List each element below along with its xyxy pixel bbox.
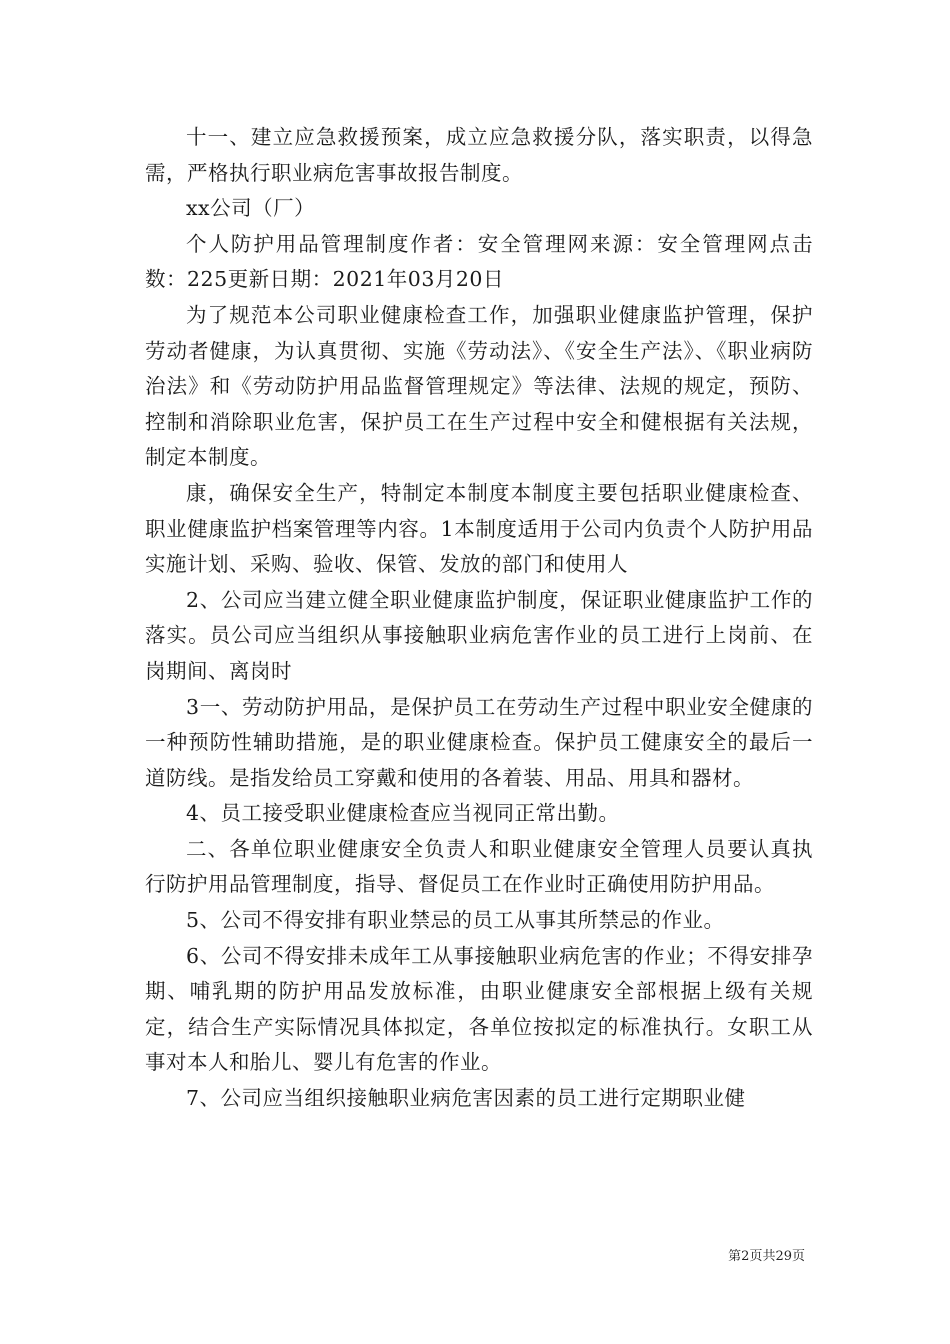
paragraph-item-4: 4、员工接受职业健康检查应当视同正常出勤。 bbox=[186, 801, 620, 826]
paragraph-article-meta: 个人防护用品管理制度作者：安全管理网来源：安全管理网点击数：225更新日期：2021年03月20日 bbox=[145, 231, 813, 292]
paragraph-item-7: 7、公司应当组织接触职业病危害因素的员工进行定期职业健 bbox=[186, 1086, 746, 1111]
paragraph-purpose: 为了规范本公司职业健康检查工作，加强职业健康监护管理，保护劳动者健康，为认真贯彻、实施《劳动法》、《安全生产法》、《职业病防治法》和《劳动防护用品监督管理规定》等法律、法规的规定，预防、控制和消除职业危害，保护员工在生产过程中安全和健根据有关法规，制定本制度。 bbox=[145, 302, 813, 470]
paragraph-item-5: 5、公司不得安排有职业禁忌的员工从事其所禁忌的作业。 bbox=[186, 908, 725, 933]
paragraph-item-6: 6、公司不得安排未成年工从事接触职业病危害的作业；不得安排孕期、哺乳期的防护用品发放标准，由职业健康安全部根据上级有关规定，结合生产实际情况具体拟定，各单位按拟定的标准执行。女职工从事对本人和胎儿、婴儿有危害的作业。 bbox=[145, 943, 813, 1075]
paragraph-section-2: 二、各单位职业健康安全负责人和职业健康安全管理人员要认真执行防护用品管理制度，指导、督促员工在作业时正确使用防护用品。 bbox=[145, 836, 813, 897]
paragraph-company-name: xx公司（厂） bbox=[186, 196, 316, 221]
document-body bbox=[145, 120, 813, 1117]
paragraph-scope: 康，确保安全生产，特制定本制度本制度主要包括职业健康检查、职业健康监护档案管理等内容。1本制度适用于公司内负责个人防护用品实施计划、采购、验收、保管、发放的部门和使用人 bbox=[145, 480, 813, 577]
paragraph-emergency-rescue: 十一、建立应急救援预案，成立应急救援分队，落实职责，以得急需，严格执行职业病危害事故报告制度。 bbox=[145, 125, 813, 185]
paragraph-item-2: 2、公司应当建立健全职业健康监护制度，保证职业健康监护工作的落实。员公司应当组织从事接触职业病危害作业的员工进行上岗前、在岗期间、离岗时 bbox=[145, 587, 813, 683]
page-footer bbox=[728, 1248, 805, 1266]
page-number: 第2页共29页 bbox=[728, 1249, 805, 1264]
paragraph-item-3: 3一、劳动防护用品，是保护员工在劳动生产过程中职业安全健康的一种预防性辅助措施，是的职业健康检查。保护员工健康安全的最后一道防线。是指发给员工穿戴和使用的各着装、用品、用具和器材。 bbox=[145, 694, 813, 790]
